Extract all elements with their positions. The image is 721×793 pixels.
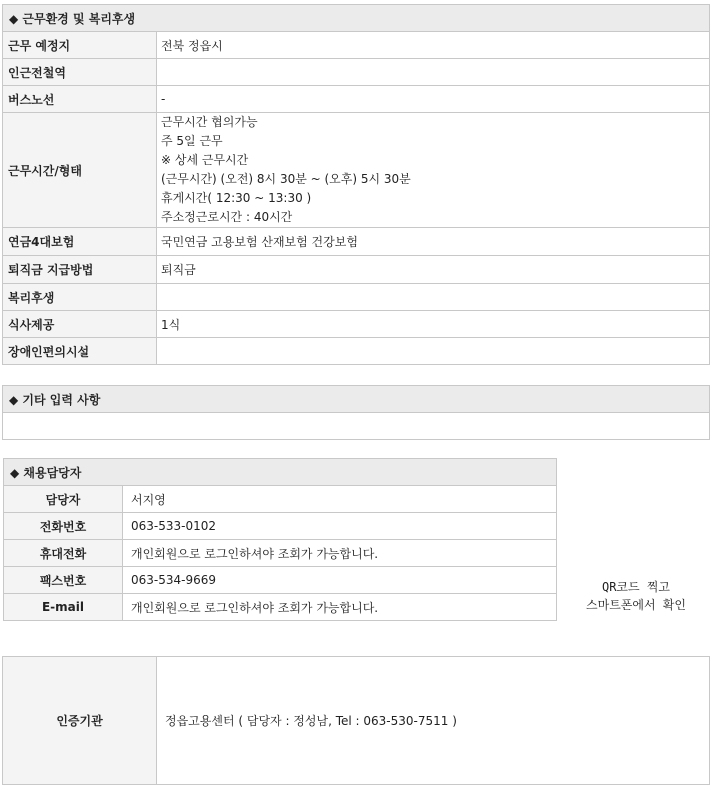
row-value-mobile: 개인회원으로 로그인하셔야 조회가 가능합니다. <box>123 540 557 567</box>
row-label-welfare: 복리후생 <box>3 284 157 311</box>
row-label-accessibility: 장애인편의시설 <box>3 338 157 365</box>
row-label-contact-person: 담당자 <box>4 486 123 513</box>
row-value-phone: 063-533-0102 <box>123 513 557 540</box>
work-hours-line: 주 5일 근무 <box>161 134 223 148</box>
row-value-fax: 063-534-9669 <box>123 567 557 594</box>
qr-hint-line: QR코드 찍고 <box>601 580 671 594</box>
work-hours-line: ※ 상세 근무시간 <box>161 153 249 167</box>
certification-table <box>2 656 710 785</box>
row-label-fax: 팩스번호 <box>4 567 123 594</box>
work-hours-line: 주소정근로시간 : 40시간 <box>161 210 293 224</box>
certification-value: 정읍고용센터 ( 담당자 : 정성남, Tel : 063-530-7511 ) <box>157 657 710 785</box>
other-info-table <box>2 385 710 440</box>
section-title-other-info: ◆ 기타 입력 사항 <box>3 386 710 413</box>
row-value-severance: 퇴직금 <box>157 256 710 284</box>
row-label-work-hours: 근무시간/형태 <box>3 113 157 228</box>
section-title-recruiter: ◆ 채용담당자 <box>4 459 557 486</box>
work-hours-line: (근무시간) (오전) 8시 30분 ~ (오후) 5시 30분 <box>161 172 411 186</box>
qr-hint-line: 스마트폰에서 확인 <box>586 598 686 612</box>
section-title-work-environment: ◆ 근무환경 및 복리후생 <box>3 5 710 32</box>
row-label-meals: 식사제공 <box>3 311 157 338</box>
work-environment-table <box>2 4 710 365</box>
row-label-work-location: 근무 예정지 <box>3 32 157 59</box>
row-label-email: E-mail <box>4 594 123 621</box>
row-label-mobile: 휴대전화 <box>4 540 123 567</box>
row-value-welfare <box>157 284 710 311</box>
row-value-contact-person: 서지영 <box>123 486 557 513</box>
row-label-severance: 퇴직금 지급방법 <box>3 256 157 284</box>
row-value-insurance: 국민연금 고용보험 산재보험 건강보험 <box>157 228 710 256</box>
certification-label: 인증기관 <box>3 657 157 785</box>
row-value-work-location: 전북 정읍시 <box>157 32 710 59</box>
row-label-insurance: 연금4대보험 <box>3 228 157 256</box>
row-value-meals: 1식 <box>157 311 710 338</box>
row-label-bus-route: 버스노선 <box>3 86 157 113</box>
row-value-nearby-station <box>157 59 710 86</box>
row-value-accessibility <box>157 338 710 365</box>
row-value-work-hours <box>157 113 710 228</box>
row-value-email: 개인회원으로 로그인하셔야 조회가 가능합니다. <box>123 594 557 621</box>
work-hours-line: 근무시간 협의가능 <box>161 115 258 129</box>
qr-code-hint <box>566 578 706 614</box>
work-hours-line: 휴게시간( 12:30 ~ 13:30 ) <box>161 191 312 205</box>
other-info-value <box>3 413 710 440</box>
row-label-nearby-station: 인근전철역 <box>3 59 157 86</box>
row-label-phone: 전화번호 <box>4 513 123 540</box>
row-value-bus-route: - <box>157 86 710 113</box>
recruiter-table <box>3 458 557 621</box>
